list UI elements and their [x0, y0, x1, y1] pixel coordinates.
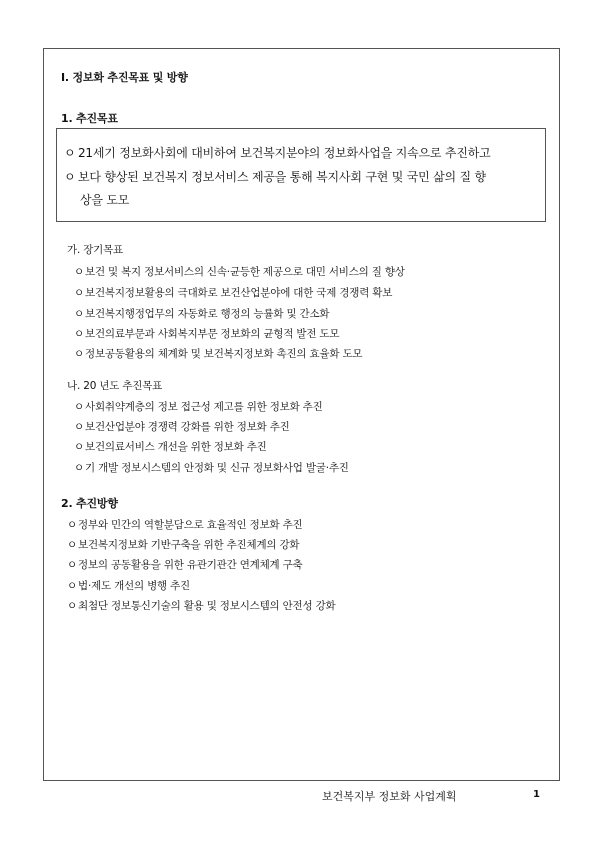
long-term-item: ㅇ정보공동활용의 체계화 및 보건복지정보화 촉진의 효율화 도모	[74, 348, 363, 360]
goal-item-1	[64, 143, 540, 164]
long-term-item: ㅇ보건복지행정업무의 자동화로 행정의 능률화 및 간소화	[74, 308, 330, 320]
long-term-item: ㅇ보건 및 복지 정보서비스의 신속·균등한 제공으로 대민 서비스의 질 향상	[74, 266, 405, 278]
direction-item: ㅇ법·제도 개선의 병행 추진	[67, 580, 190, 592]
annual-item: ㅇ보건의료서비스 개선을 위한 정보화 추진	[74, 441, 267, 453]
annual-heading: 나. 20 년도 추진목표	[67, 380, 163, 392]
direction-item: ㅇ정보의 공동활용을 위한 유관기관간 연계체계 구축	[67, 559, 303, 571]
goal-item-2-continuation: 상을 도모	[80, 193, 130, 207]
bullet-mark: ㅇ	[64, 146, 76, 160]
long-term-item: ㅇ보건의료부문과 사회복지부문 정보화의 균형적 발전 도모	[74, 328, 340, 340]
goal-text: 보다 향상된 보건복지 정보서비스 제공을 통해 복지사회 구현 및 국민 삶의 질 향	[78, 170, 486, 184]
goals-heading: 1. 추진목표	[61, 112, 118, 125]
long-term-heading: 가. 장기목표	[67, 244, 123, 256]
goal-item-2	[64, 167, 540, 188]
direction-item: ㅇ최첨단 정보통신기술의 활용 및 정보시스템의 안전성 강화	[67, 600, 336, 612]
annual-item: ㅇ기 개발 정보시스템의 안정화 및 신규 정보화사업 발굴·추진	[74, 462, 349, 474]
section-title: Ⅰ. 정보화 추진목표 및 방향	[61, 71, 188, 84]
bullet-mark: ㅇ	[64, 170, 76, 184]
footer-title: 보건복지부 정보화 사업계획	[322, 790, 457, 803]
annual-item: ㅇ보건산업분야 경쟁력 강화를 위한 정보화 추진	[74, 421, 290, 433]
long-term-item: ㅇ보건복지정보활용의 극대화로 보건산업분야에 대한 국제 경쟁력 확보	[74, 287, 393, 299]
annual-item: ㅇ사회취약계층의 정보 접근성 제고를 위한 정보화 추진	[74, 401, 323, 413]
direction-item: ㅇ보건복지정보화 기반구축을 위한 추진체계의 강화	[67, 539, 300, 551]
goal-text: 21세기 정보화사회에 대비하여 보건복지분야의 정보화사업을 지속으로 추진하고	[78, 146, 491, 160]
direction-item: ㅇ정부와 민간의 역할분담으로 효율적인 정보화 추진	[67, 519, 303, 531]
direction-heading: 2. 추진방향	[61, 497, 118, 510]
page-number: 1	[533, 789, 540, 800]
